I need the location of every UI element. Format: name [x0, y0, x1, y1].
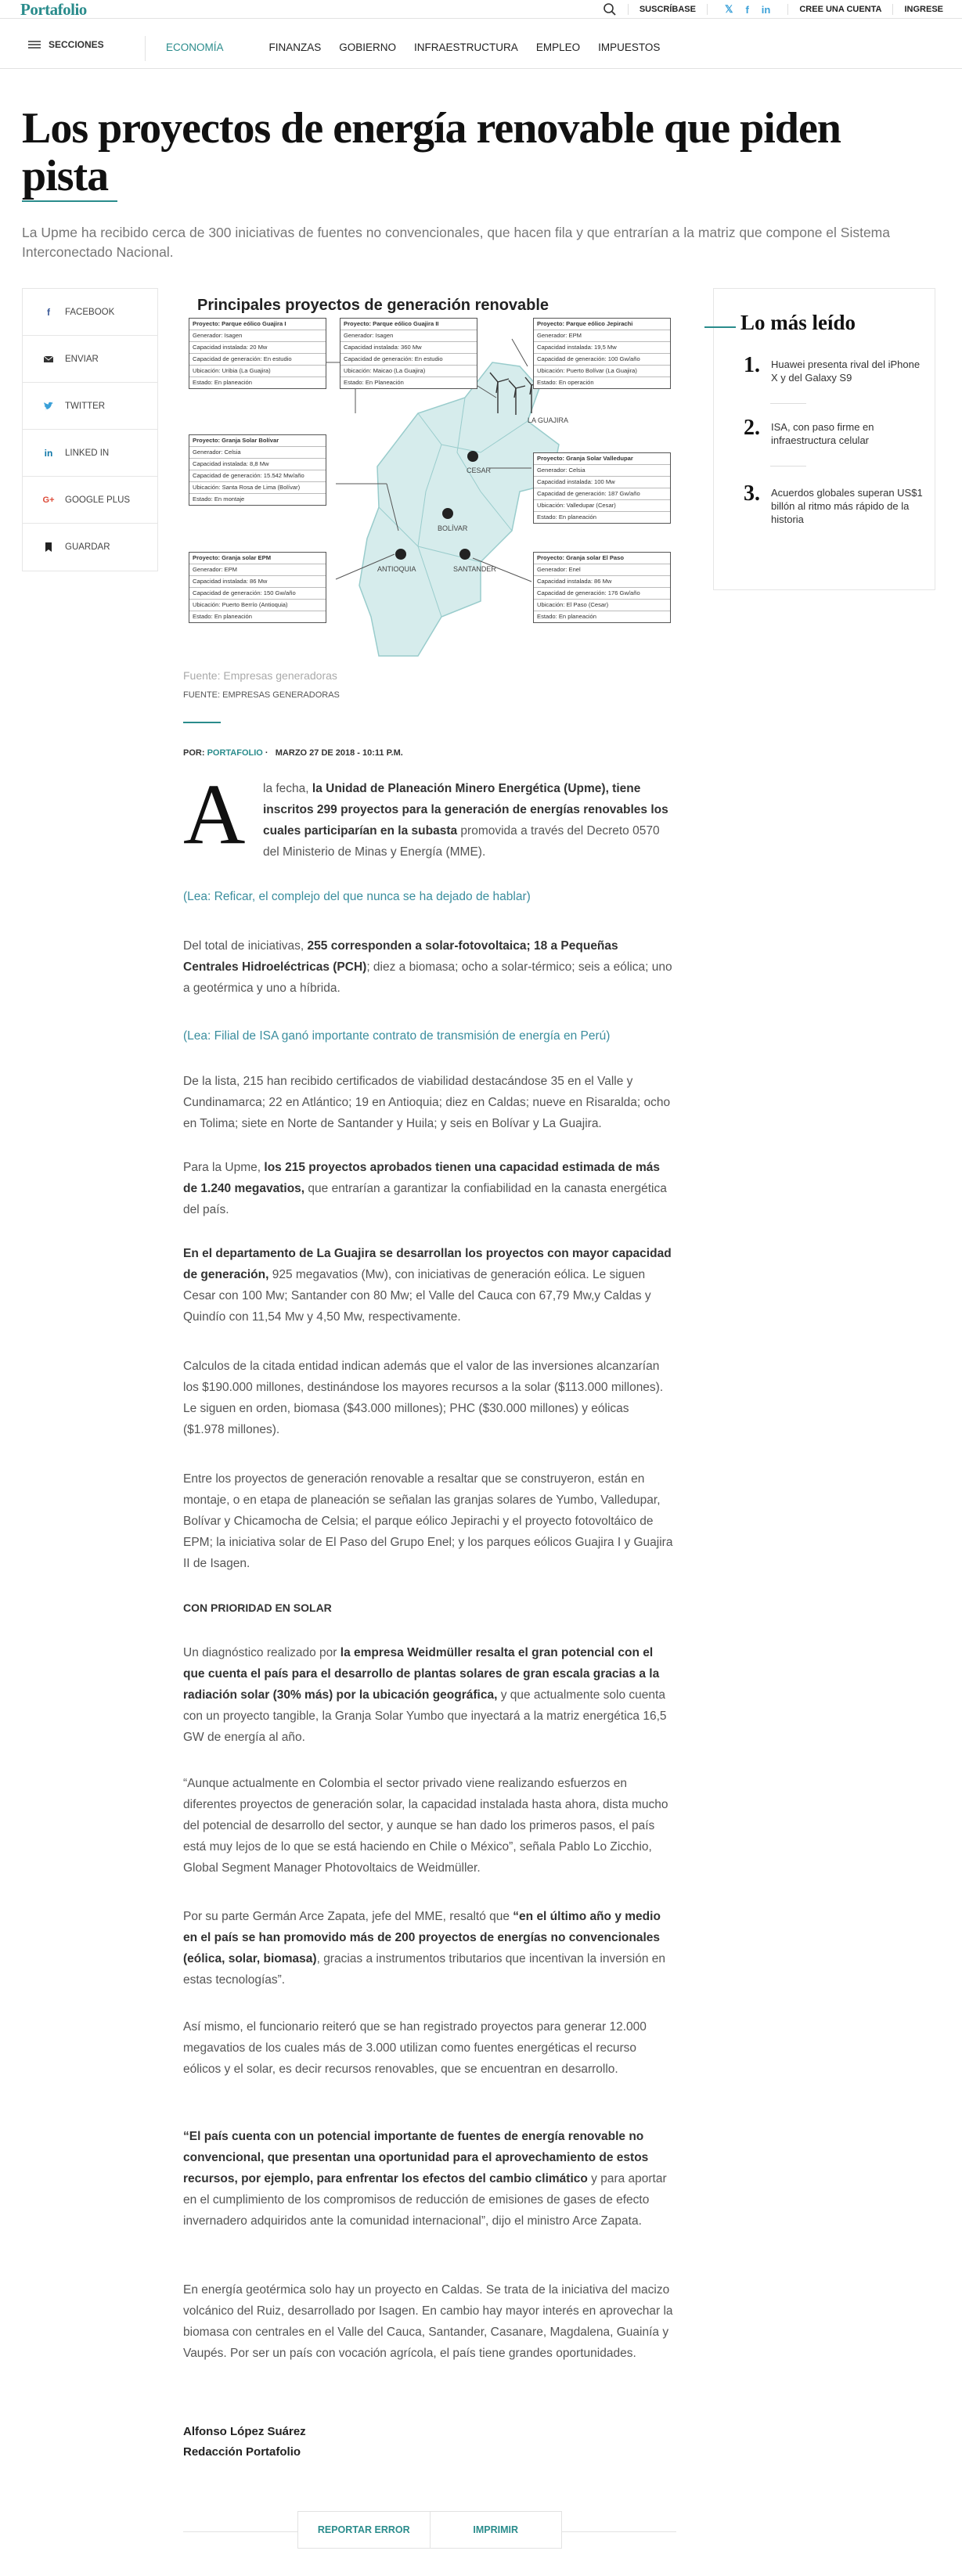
nav-item-impuestos[interactable]: IMPUESTOS [598, 41, 661, 53]
project-card [340, 318, 477, 389]
most-read-divider [770, 403, 806, 404]
most-read-item[interactable] [744, 483, 924, 526]
related-link[interactable]: (Lea: Filial de ISA ganó importante contrato de transmisión de energía en Perú) [183, 1029, 611, 1043]
most-read-accent-line [704, 326, 736, 328]
save-button[interactable] [23, 524, 157, 571]
project-card-line: Generador: Isagen [189, 330, 326, 342]
paragraph: De la lista, 215 han recibido certificados de viabilidad destacándose 35 en el Valle y Cundinamarca; 22 en Atlántico; 19 en Antioquia; diez en Caldas; nueve en Risaralda; ocho en Tolima; siete en Norte de Santander y Huila; y seis en Bolívar y La Guajira. [183, 1075, 671, 1130]
most-read-box [713, 288, 935, 590]
divider [787, 4, 788, 15]
nav-items [166, 41, 678, 53]
divider [892, 4, 893, 15]
infographic-title: Principales proyectos de generación renovable [197, 297, 549, 314]
project-card-line: Ubicación: Santa Rosa de Lima (Bolívar) [189, 482, 326, 494]
google-plus-icon: G+ [42, 495, 55, 505]
nav-divider [145, 36, 146, 61]
project-card-line: Capacidad instalada: 86 Mw [534, 576, 670, 588]
project-card-line: Ubicación: Valledupar (Cesar) [534, 500, 670, 512]
project-card-line: Generador: Celsia [534, 465, 670, 477]
project-card-line: Ubicación: Maicao (La Guajira) [340, 366, 477, 377]
share-email[interactable] [23, 336, 157, 383]
project-card [533, 552, 671, 623]
linkedin-icon: in [44, 447, 53, 459]
project-card-line: Capacidad de generación: En estudio [340, 354, 477, 366]
nav-item-gobierno[interactable]: GOBIERNO [339, 41, 397, 53]
search-icon[interactable] [603, 2, 617, 16]
project-card-line: Capacidad instalada: 100 Mw [534, 477, 670, 488]
create-account-link[interactable]: CREE UNA CUENTA [799, 5, 882, 14]
section-subhead: CON PRIORIDAD EN SOLAR [183, 1601, 332, 1614]
project-card-line: Estado: En Planeación [344, 379, 404, 386]
twitter-icon[interactable]: 𝕏 [724, 3, 733, 15]
project-card-line: Ubicación: Puerto Berrío (Antioquia) [189, 600, 326, 611]
map-label-santander: SANTANDER [453, 565, 496, 573]
most-read-number: 3. [744, 481, 760, 506]
dropcap: A [183, 766, 246, 862]
project-card-line: Capacidad de generación: 100 Gw/año [534, 354, 670, 366]
project-card-line: Ubicación: El Paso (Cesar) [534, 600, 670, 611]
byline-por: POR: [183, 748, 205, 758]
most-read-item[interactable] [744, 355, 924, 384]
project-card-line: Capacidad de generación: En estudio [189, 354, 326, 366]
login-link[interactable]: INGRESE [904, 5, 943, 14]
paragraph: En el departamento de La Guajira se desarrollan los proyectos con mayor capacidad de generación, 925 megavatios (Mw), con iniciativas de generación eólica. Le siguen Cesar con 100 Mw; Santander con 80 Mw; el Valle del Cauca con 67,79 Mw,y Caldas y Quindío con 11,54 Mw y 4,50 Mw, respectivamente. [183, 1247, 672, 1324]
project-card [189, 552, 326, 623]
share-facebook[interactable] [23, 289, 157, 336]
subscribe-link[interactable]: SUSCRÍBASE [639, 5, 696, 14]
title-accent-line [22, 200, 117, 202]
facebook-icon[interactable]: f [745, 3, 749, 16]
byline [183, 748, 403, 758]
most-read-divider [770, 466, 806, 467]
paragraph: “Aunque actualmente en Colombia el sector privado viene realizando esfuerzos en diferentes proyectos de generación solar, la capacidad instalada hasta ahora, dista mucho del potencial de desarrollo del sector, y aunque se han dado los primeros pasos, el país está muy lejos de lo que se está haciendo en Chile o México”, señala Pablo Lo Zicchio, Global Segment Manager Photovoltaics de Weidmüller. [183, 1777, 668, 1875]
project-card-line: Proyecto: Granja Solar Valledupar [534, 453, 670, 465]
share-linkedin[interactable] [23, 430, 157, 477]
project-card-line: Capacidad de generación: 15.542 Mw/año [189, 470, 326, 482]
paragraph: Así mismo, el funcionario reiteró que se han registrado proyectos para generar 12.000 megavatios de los cuales más de 3.000 utilizan como fuentes energéticas el recurso eólicos y el solar, es decir recursos renovables, que se encuentran en desarrollo. [183, 2020, 647, 2076]
project-card-line: Generador: EPM [534, 330, 670, 342]
project-card-line: Proyecto: Parque eólico Guajira II [340, 319, 477, 330]
project-card-line: Proyecto: Granja Solar Bolívar [189, 435, 326, 447]
project-card-line: Estado: En planeación [537, 613, 596, 620]
print-button[interactable]: IMPRIMIR [473, 2524, 519, 2535]
paragraph: Para la Upme, los 215 proyectos aprobados tienen una capacidad estimada de más de 1.240 megavatios, que entrarían a garantizar la confiabilidad en la canasta energética del país. [183, 1161, 667, 1216]
top-bar [0, 0, 962, 19]
project-card [533, 318, 671, 389]
share-label: TWITTER [65, 401, 106, 411]
share-twitter[interactable] [23, 383, 157, 430]
article-actions [297, 2511, 562, 2549]
project-card-line: Estado: En planeación [193, 379, 252, 386]
paragraph: En energía geotérmica solo hay un proyecto en Caldas. Se trata de la iniciativa del macizo volcánico del Ruiz, desarrollado por Isagen. En cambio hay mayor interés en aprovechar la biomasa con centrales en el Valle del Cauca, Santander, Casanare, Magdalena, Guainía y Vaupés. Por ser un país con vocación agrícola, el país tiene grandes oportunidades. [183, 2283, 673, 2360]
envelope-icon [43, 354, 54, 365]
figure-credit: FUENTE: EMPRESAS GENERADORAS [183, 690, 340, 700]
hamburger-icon [28, 41, 41, 49]
project-card-line: Proyecto: Granja solar EPM [189, 553, 326, 564]
project-card-line: Capacidad de generación: 187 Gw/año [534, 488, 670, 500]
share-label: LINKED IN [65, 448, 110, 458]
sections-label: SECCIONES [49, 39, 104, 50]
project-card-line: Capacidad instalada: 86 Mw [189, 576, 326, 588]
project-card [189, 318, 326, 389]
project-card-line: Estado: En operación [537, 379, 594, 386]
project-card-line: Capacidad instalada: 8,8 Mw [189, 459, 326, 470]
share-sidebar [22, 288, 158, 571]
map-label-la-guajira: LA GUAJIRA [528, 416, 569, 424]
logo[interactable]: Portafolio [20, 0, 87, 19]
project-card-line: Proyecto: Parque eólico Guajira I [189, 319, 326, 330]
share-label: FACEBOOK [65, 307, 115, 317]
author-name: Alfonso López Suárez [183, 2425, 306, 2438]
report-error-button[interactable]: REPORTAR ERROR [298, 2512, 431, 2548]
most-read-link[interactable]: Huawei presenta rival del iPhone X y del Galaxy S9 [771, 358, 921, 384]
share-label: GOOGLE PLUS [65, 495, 131, 505]
project-card [533, 452, 671, 524]
twitter-icon [43, 401, 54, 412]
paragraph: la fecha, la Unidad de Planeación Minero Energética (Upme), tiene inscritos 299 proyectos para la generación de energías renovables los cuales participarían en la subasta promovida a través del Decreto 0570 del Ministerio de Minas y Energía (MME). [263, 782, 668, 859]
project-card-line: Estado: En montaje [193, 495, 245, 503]
figure-caption: Fuente: Empresas generadoras [183, 669, 337, 682]
project-card-line: Capacidad de generación: 150 Gw/año [189, 588, 326, 600]
top-right-actions [603, 0, 943, 19]
project-card-line: Proyecto: Parque eólico Jepirachi [534, 319, 670, 330]
sections-menu-button[interactable] [28, 39, 104, 50]
paragraph: “El país cuenta con un potencial importante de fuentes de energía renovable no convencional, que presentan una oportunidad para el aprovechamiento de estos recursos, por ejemplo, para enfrentar los efectos del cambio climático y para aportar en el cumplimiento de los compromisos de reducción de emisiones de gases de efecto invernadero adquiridos ante la comunidad internacional”, dijo el ministro Arce Zapata. [183, 2130, 667, 2228]
facebook-icon: f [47, 306, 50, 318]
byline-date: MARZO 27 DE 2018 - 10:11 P.M. [275, 748, 403, 758]
paragraph: Por su parte Germán Arce Zapata, jefe del MME, resaltó que “en el último año y medio en el país se han promovido más de 200 proyectos de energías no convencionales (eólica, solar, biomasa), gracias a instrumentos tributarios que incentivan la inversión en estas tecnologías”. [183, 1910, 666, 1987]
paragraph: Entre los proyectos de generación renovable a resaltar que se construyeron, están en montaje, o en etapa de planeación se señalan las granjas solares de Yumbo, Valledupar, Bolívar y Chicamocha de Celsia; el parque eólico Jepirachi y el proyecto fotovoltáico de EPM; la iniciativa solar de El Paso del Grupo Enel; y los parques eólicos Guajira I y Guajira II de Isagen. [183, 1472, 673, 1570]
author-outlet: Redacción Portafolio [183, 2445, 301, 2459]
linkedin-icon[interactable]: in [761, 3, 771, 16]
related-link[interactable]: (Lea: Reficar, el complejo del que nunca se ha dejado de hablar) [183, 890, 531, 903]
project-card-line: Estado: En planeación [193, 613, 252, 620]
section-nav [0, 28, 962, 69]
paragraph: Del total de iniciativas, 255 corresponden a solar-fotovoltaica; 18 a Pequeñas Centrales Hidroeléctricas (PCH); diez a biomasa; ocho a solar-térmico; seis a eólica; uno a geotérmica y uno a híbrida. [183, 939, 672, 995]
article-dek: La Upme ha recibido cerca de 300 iniciativas de fuentes no convencionales, que hacen fila y que entrarían a la matriz que compone el Sistema Interconectado Nacional. [22, 225, 890, 260]
most-read-link[interactable]: ISA, con paso firme en infraestructura celular [771, 421, 874, 446]
project-card-line: Ubicación: Puerto Bolívar (La Guajira) [534, 366, 670, 377]
byline-source[interactable]: PORTAFOLIO [207, 748, 263, 758]
most-read-title: Lo más leído [740, 311, 856, 334]
project-card-line: Capacidad instalada: 19,5 Mw [534, 342, 670, 354]
project-card-line: Estado: En planeación [537, 513, 596, 521]
project-card-line: Generador: Celsia [189, 447, 326, 459]
map-label-antioquia: ANTIOQUIA [377, 565, 416, 573]
share-google-plus[interactable] [23, 477, 157, 524]
project-card [189, 434, 326, 506]
most-read-link[interactable]: Acuerdos globales superan US$1 billón al ritmo más rápido de la historia [771, 487, 923, 525]
nav-item-economia[interactable]: ECONOMÍA [166, 41, 224, 53]
project-card-line: Generador: Enel [534, 564, 670, 576]
nav-item-empleo[interactable]: EMPLEO [535, 41, 581, 53]
project-card-line: Capacidad instalada: 20 Mw [189, 342, 326, 354]
most-read-item[interactable] [744, 417, 924, 447]
divider [707, 4, 708, 15]
accent-divider [183, 722, 221, 723]
project-card-line: Generador: EPM [189, 564, 326, 576]
byline-sep: · [265, 748, 273, 758]
project-card-line: Capacidad instalada: 360 Mw [340, 342, 477, 354]
project-card-line: Proyecto: Granja solar El Paso [534, 553, 670, 564]
bookmark-icon [43, 542, 54, 553]
most-read-number: 1. [744, 353, 760, 377]
share-label: ENVIAR [65, 354, 99, 364]
map-label-cesar: CESAR [467, 467, 492, 474]
share-label: GUARDAR [65, 542, 110, 552]
infographic [183, 288, 676, 658]
paragraph: Calculos de la citada entidad indican además que el valor de las inversiones alcanzarían los $190.000 millones, destinándose los mayores recursos a la solar ($113.000 millones). Le siguen en orden, biomasa ($43.000 millones); PHC ($30.000 millones) y eólicas ($1.978 millones). [183, 1360, 664, 1436]
paragraph: Un diagnóstico realizado por la empresa Weidmüller resalta el gran potencial con el que cuenta el país para el desarrollo de plantas solares de gran escala gracias a la radiación solar (30% más) por la ubicación geográfica, y que actualmente solo cuenta con un proyecto tangible, la Granja Solar Yumbo que inyectará a la matriz energética 16,5 GW de energía al año. [183, 1646, 667, 1744]
nav-item-finanzas[interactable]: FINANZAS [268, 41, 322, 53]
page-title: Los proyectos de energía renovable que piden pista [22, 104, 841, 200]
nav-item-infraestructura[interactable]: INFRAESTRUCTURA [414, 41, 518, 53]
project-card-line: Generador: Isagen [340, 330, 477, 342]
most-read-number: 2. [744, 416, 760, 440]
divider [628, 4, 629, 15]
project-card-line: Capacidad de generación: 176 Gw/año [534, 588, 670, 600]
project-card-line: Ubicación: Uribia (La Guajira) [189, 366, 326, 377]
map-label-bolivar: BOLÍVAR [438, 524, 468, 532]
